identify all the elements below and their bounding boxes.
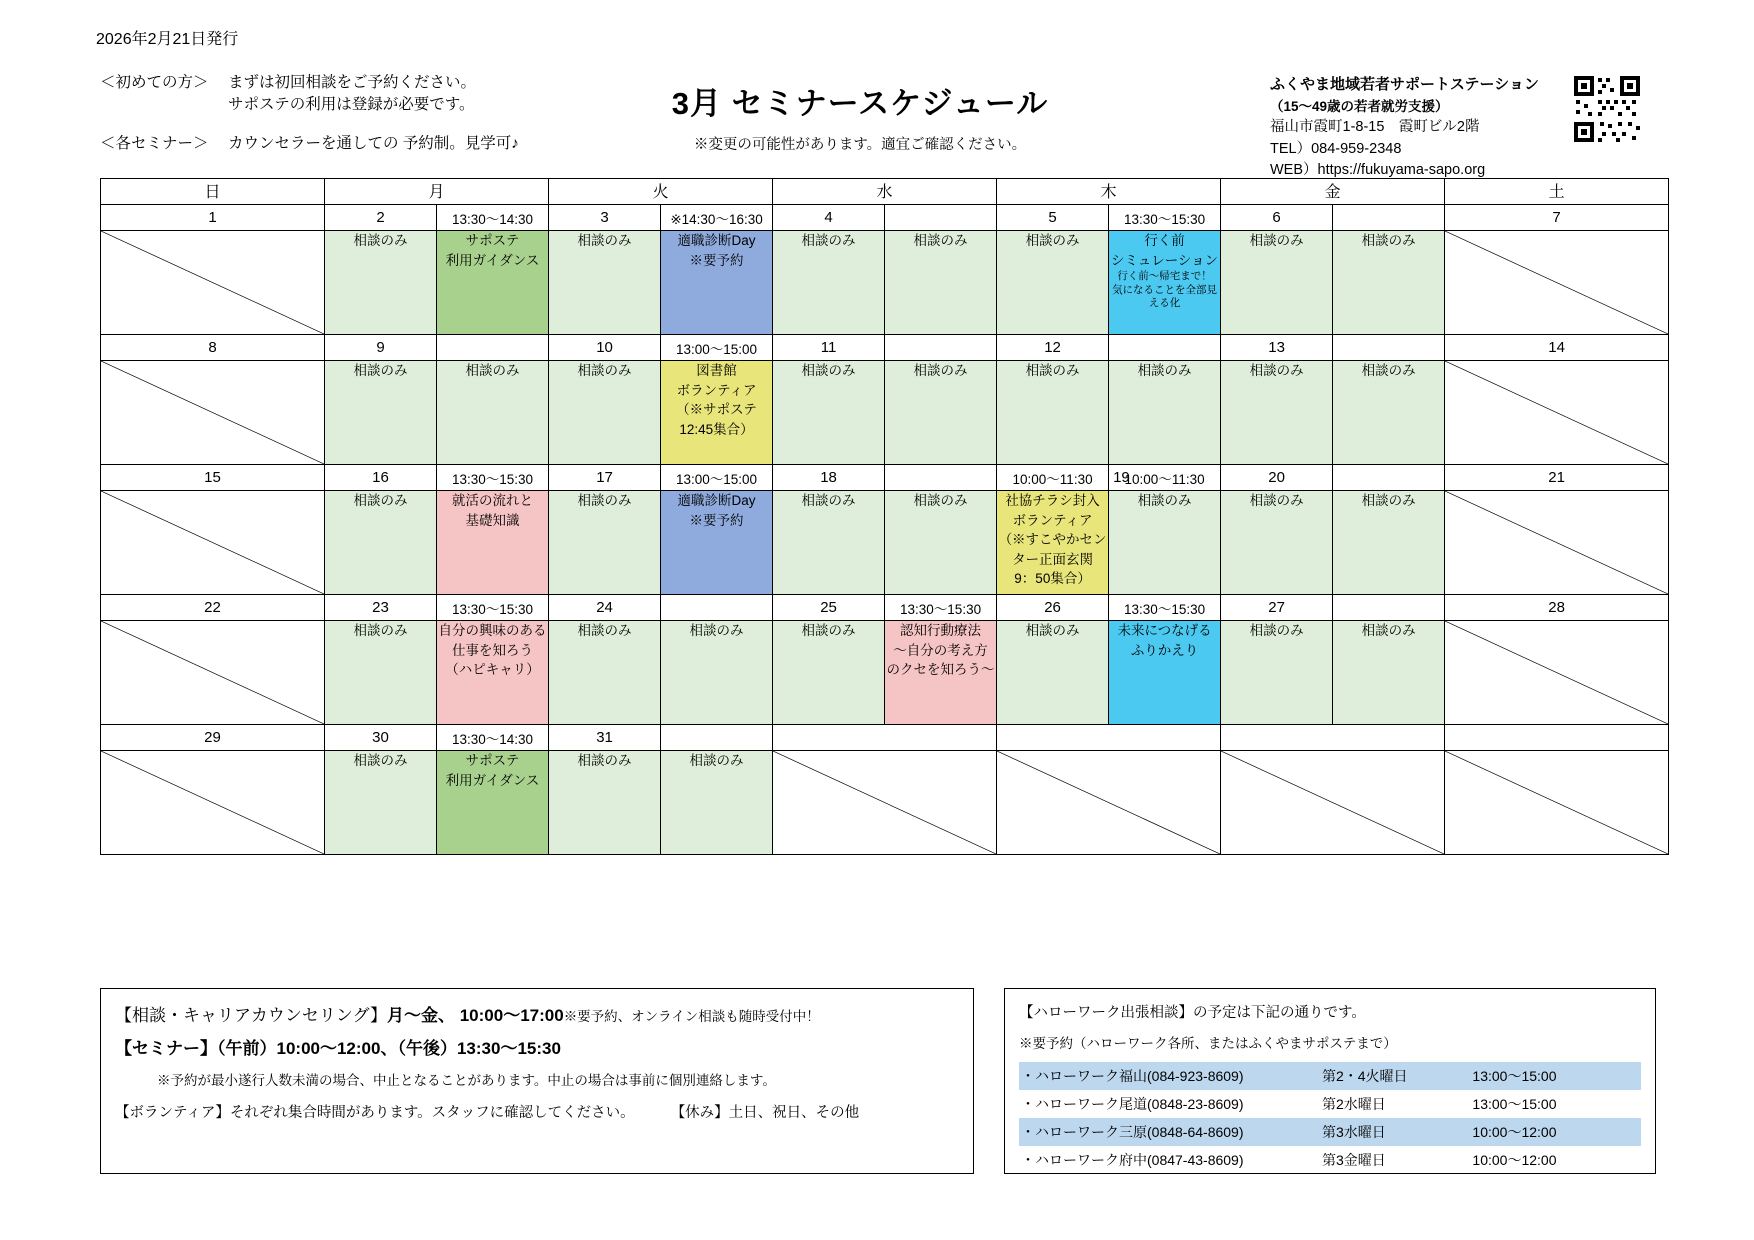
table-row (1019, 1090, 1641, 1118)
hellowork-schedule: 第2・4火曜日 (1320, 1062, 1470, 1090)
hellowork-office: ・ハローワーク府中(0847-43-8609) (1021, 1152, 1244, 1168)
calendar-time-cell: 13:30～15:30 (437, 465, 549, 491)
calendar-time-cell (1333, 465, 1445, 491)
calendar-event-cell[interactable]: 相談のみ (549, 231, 661, 335)
calendar-date-cell: 3 (549, 205, 661, 231)
footer-right-box (1004, 988, 1656, 1174)
calendar-date-cell: 30 (325, 725, 437, 751)
table-row (1019, 1062, 1641, 1090)
calendar-event-row (101, 491, 1669, 595)
calendar-time-cell (885, 205, 997, 231)
calendar-event-cell[interactable]: 相談のみ (1333, 491, 1445, 595)
holiday-note: 【休み】土日、祝日、その他 (670, 1105, 860, 1121)
calendar-event-cell[interactable]: 相談のみ (1333, 621, 1445, 725)
calendar-date-cell: 10:00～11:30 (997, 465, 1109, 491)
calendar-date-cell: 5 (997, 205, 1109, 231)
calendar-event-cell[interactable]: 相談のみ (885, 491, 997, 595)
hellowork-note: ※要予約（ハローワーク各所、またはふくやまサポステまで） (1019, 1036, 1397, 1051)
calendar-date-row (101, 335, 1669, 361)
calendar-event-cell[interactable]: 相談のみ (1333, 361, 1445, 465)
calendar-event-cell[interactable]: 図書館 ボランティア （※サポステ 12:45集合） (661, 361, 773, 465)
calendar-time-cell: ※14:30～16:30 (661, 205, 773, 231)
calendar-date-cell: 10 (549, 335, 661, 361)
note-text-first-time (228, 72, 476, 117)
calendar-event-cell[interactable]: 相談のみ (773, 361, 885, 465)
calendar-date-cell: 15 (101, 465, 325, 491)
calendar-event-cell[interactable]: 相談のみ (325, 621, 437, 725)
note-line: サポステの利用は登録が必要です。 (228, 96, 475, 114)
calendar-date-cell: 14 (1445, 335, 1669, 361)
calendar-date-cell: 21 (1445, 465, 1669, 491)
seminar-hours: 【セミナー】（午前）10:00～12:00、（午後）13:30～15:30 (115, 1039, 561, 1058)
calendar-time-cell: 13:30～14:30 (437, 725, 549, 751)
table-row (1019, 1118, 1641, 1146)
calendar-event-cell[interactable]: 相談のみ (325, 491, 437, 595)
calendar-date-cell: 17 (549, 465, 661, 491)
calendar-event-cell[interactable]: 相談のみ (549, 621, 661, 725)
hellowork-office: ・ハローワーク三原(0848-64-8609) (1019, 1118, 1320, 1146)
calendar-date-cell: 4 (773, 205, 885, 231)
hellowork-office: ・ハローワーク福山(084-923-8609) (1019, 1062, 1320, 1090)
org-web: WEB）https://fukuyama-sapo.org (1270, 162, 1486, 179)
calendar-date-cell: 18 (773, 465, 885, 491)
calendar-time-cell (1333, 205, 1445, 231)
calendar-event-cell[interactable]: 相談のみ (1221, 621, 1333, 725)
calendar-date-cell: 11 (773, 335, 885, 361)
organization-info (1270, 74, 1539, 182)
dow-fri: 金 (1221, 179, 1445, 205)
dow-mon: 月 (325, 179, 549, 205)
calendar-empty-cell (101, 361, 325, 465)
calendar-date-cell: 20 (1221, 465, 1333, 491)
calendar-event-cell[interactable]: 相談のみ (661, 621, 773, 725)
calendar-date-row (101, 595, 1669, 621)
counseling-note: ※要予約、オンライン相談も随時受付中！ (563, 1009, 820, 1024)
calendar-event-cell[interactable]: 相談のみ (1333, 231, 1445, 335)
calendar-time-cell (661, 725, 773, 751)
hellowork-time: 10:00～12:00 (1472, 1152, 1557, 1168)
org-target: （15～49歳の若者就労支援） (1270, 98, 1449, 114)
calendar-date-cell: 12 (997, 335, 1109, 361)
calendar-date-cell (1221, 725, 1445, 751)
calendar-date-row (101, 465, 1669, 491)
calendar-event-cell[interactable]: 自分の興味のある 仕事を知ろう （ハピキャリ） (437, 621, 549, 725)
note-label-seminar: ＜各セミナー＞ (100, 134, 209, 152)
calendar-event-cell[interactable]: 相談のみ (549, 491, 661, 595)
issue-date: 2026年2月21日発行 (96, 31, 239, 48)
calendar-event-cell[interactable]: 相談のみ (997, 621, 1109, 725)
calendar-event-cell[interactable]: 適職診断Day ※要予約 (661, 491, 773, 595)
calendar-event-cell[interactable]: 相談のみ (1221, 361, 1333, 465)
volunteer-line (115, 1101, 959, 1122)
calendar-empty-cell (1445, 751, 1669, 855)
calendar-date-row (101, 205, 1669, 231)
hellowork-heading: 【ハローワーク出張相談】の予定は下記の通りです。 (1019, 1005, 1366, 1021)
calendar-table (100, 178, 1669, 855)
calendar-time-cell (661, 595, 773, 621)
calendar-empty-cell (101, 621, 325, 725)
calendar-event-cell[interactable]: 未来につなげる ふりかえり (1109, 621, 1221, 725)
calendar-time-cell (885, 465, 997, 491)
calendar-empty-cell (1445, 361, 1669, 465)
dow-sun: 日 (101, 179, 325, 205)
calendar-empty-cell (1445, 621, 1669, 725)
seminar-cancel-note: ※予約が最小遂行人数未満の場合、中止となることがあります。中止の場合は事前に個別連絡します。 (157, 1073, 776, 1088)
calendar-date-cell: 29 (101, 725, 325, 751)
calendar-event-row (101, 231, 1669, 335)
calendar-event-row (101, 361, 1669, 465)
calendar-empty-cell (773, 751, 997, 855)
calendar-time-cell (1109, 335, 1221, 361)
calendar-event-row (101, 621, 1669, 725)
calendar-date-cell: 2 (325, 205, 437, 231)
calendar-event-cell[interactable]: サポステ 利用ガイダンス (437, 231, 549, 335)
calendar-event-cell[interactable]: 相談のみ (773, 491, 885, 595)
dow-tue: 火 (549, 179, 773, 205)
calendar-date-cell: 9 (325, 335, 437, 361)
calendar-date-cell: 25 (773, 595, 885, 621)
calendar-event-cell[interactable]: 適職診断Day ※要予約 (661, 231, 773, 335)
calendar-empty-cell (101, 751, 325, 855)
calendar-event-cell[interactable]: 社協チラシ封入 ボランティア （※すこやかセン ター正面玄関 9：50集合） (997, 491, 1109, 595)
calendar-date-cell (773, 725, 997, 751)
calendar-event-cell[interactable]: 相談のみ (1221, 491, 1333, 595)
calendar-date-cell: 27 (1221, 595, 1333, 621)
calendar-event-cell[interactable]: 相談のみ (1221, 231, 1333, 335)
calendar-event-cell[interactable]: 相談のみ (773, 231, 885, 335)
calendar-event-cell[interactable]: 相談のみ (325, 231, 437, 335)
calendar-event-cell[interactable]: 相談のみ (437, 361, 549, 465)
calendar-time-cell: 10:00～11:30 19 (1109, 465, 1221, 491)
footer-left-box (100, 988, 974, 1174)
note-label-first-time: ＜初めての方＞ (100, 74, 209, 91)
calendar-event-cell[interactable]: 相談のみ (661, 751, 773, 855)
calendar-time-cell (885, 335, 997, 361)
calendar-empty-cell (1445, 491, 1669, 595)
org-tel: TEL）084-959-2348 (1270, 140, 1402, 157)
calendar-time-cell: 13:30～14:30 (437, 205, 549, 231)
calendar-dow-header (101, 179, 1669, 205)
calendar-event-cell[interactable]: 相談のみ (325, 751, 437, 855)
calendar-event-cell[interactable]: 相談のみ (325, 361, 437, 465)
hellowork-office: ・ハローワーク尾道(0848-23-8609) (1021, 1096, 1244, 1112)
calendar-date-cell: 23 (325, 595, 437, 621)
calendar-event-cell[interactable]: 相談のみ (885, 231, 997, 335)
calendar-date-cell: 24 (549, 595, 661, 621)
calendar-date-cell: 13 (1221, 335, 1333, 361)
counseling-hours: 月～金、 10:00～17:00 (387, 1006, 564, 1025)
calendar-date-cell: 26 (997, 595, 1109, 621)
hellowork-schedule: 第3水曜日 (1320, 1118, 1470, 1146)
calendar-event-cell[interactable]: 相談のみ (1109, 491, 1221, 595)
calendar-event-cell[interactable]: 相談のみ (1109, 361, 1221, 465)
volunteer-note: 【ボランティア】それぞれ集合時間があります。スタッフに確認してください。 (115, 1105, 635, 1121)
calendar-time-cell (437, 335, 549, 361)
calendar-date-cell: 7 (1445, 205, 1669, 231)
calendar-event-row (101, 751, 1669, 855)
calendar-time-cell: 13:30～15:30 (885, 595, 997, 621)
calendar-date-cell: 6 (1221, 205, 1333, 231)
calendar-empty-cell (997, 751, 1221, 855)
calendar-date-cell: 16 (325, 465, 437, 491)
calendar-event-cell[interactable]: 行く前 シミュレーション 行く前～帰宅まで！ 気になることを全部見える化 (1109, 231, 1221, 335)
calendar-date-row (101, 725, 1669, 751)
calendar-event-cell[interactable]: 相談のみ (773, 621, 885, 725)
calendar-empty-cell (101, 231, 325, 335)
calendar-time-cell: 13:30～15:30 (437, 595, 549, 621)
calendar-date-cell: 8 (101, 335, 325, 361)
hellowork-table (1019, 1062, 1641, 1174)
calendar-time-cell (1333, 595, 1445, 621)
note-line: まずは初回相談をご予約ください。 (228, 74, 477, 91)
qr-code-icon (1572, 74, 1642, 144)
org-address: 福山市霞町1-8-15 霞町ビル2階 (1270, 118, 1480, 135)
hellowork-time: 13:00～15:00 (1472, 1096, 1557, 1112)
calendar-event-cell[interactable]: 就活の流れと 基礎知識 (437, 491, 549, 595)
dow-sat: 土 (1445, 179, 1669, 205)
calendar-time-cell: 13:30～15:30 (1109, 595, 1221, 621)
calendar-time-cell: 13:00～15:00 (661, 465, 773, 491)
hellowork-time: 10:00～12:00 (1470, 1118, 1641, 1146)
note-text-seminar: カウンセラーを通しての 予約制。見学可♪ (228, 134, 520, 152)
calendar-event-cell[interactable]: 相談のみ (997, 361, 1109, 465)
calendar-time-cell: 13:30～15:30 (1109, 205, 1221, 231)
calendar-empty-cell (1445, 231, 1669, 335)
calendar-date-cell: 22 (101, 595, 325, 621)
calendar-event-cell[interactable]: 認知行動療法 ～自分の考え方 のクセを知ろう～ (885, 621, 997, 725)
hellowork-time: 13:00～15:00 (1470, 1062, 1641, 1090)
hellowork-schedule: 第3金曜日 (1321, 1152, 1386, 1168)
calendar-time-cell (1333, 335, 1445, 361)
calendar-date-cell (997, 725, 1221, 751)
hellowork-schedule: 第2水曜日 (1321, 1096, 1386, 1112)
table-row (1019, 1146, 1641, 1174)
calendar-empty-cell (1221, 751, 1445, 855)
note-row-first-time (100, 72, 519, 117)
header (0, 62, 1754, 179)
calendar-event-cell[interactable]: 相談のみ (549, 751, 661, 855)
calendar-event-cell[interactable]: サポステ 利用ガイダンス (437, 751, 549, 855)
calendar-event-cell[interactable]: 相談のみ (885, 361, 997, 465)
counseling-line (115, 1001, 959, 1026)
title-block (620, 78, 1100, 154)
intro-notes (100, 72, 519, 155)
calendar-date-cell: 1 (101, 205, 325, 231)
dow-wed: 水 (773, 179, 997, 205)
counseling-label: 【相談・キャリアカウンセリング】 (115, 1006, 387, 1025)
calendar-date-cell: 31 (549, 725, 661, 751)
calendar-date-cell: 28 (1445, 595, 1669, 621)
dow-thu: 木 (997, 179, 1221, 205)
calendar-time-cell: 13:00～15:00 (661, 335, 773, 361)
calendar-event-cell[interactable]: 相談のみ (997, 231, 1109, 335)
note-row-seminar (100, 133, 519, 155)
calendar-event-cell[interactable]: 相談のみ (549, 361, 661, 465)
page-title: 3月 セミナースケジュール (671, 86, 1049, 121)
org-name: ふくやま地域若者サポートステーション (1270, 76, 1539, 93)
calendar-date-cell (1445, 725, 1669, 751)
calendar-empty-cell (101, 491, 325, 595)
page-subtitle: ※変更の可能性があります。適宜ご確認ください。 (693, 137, 1027, 153)
